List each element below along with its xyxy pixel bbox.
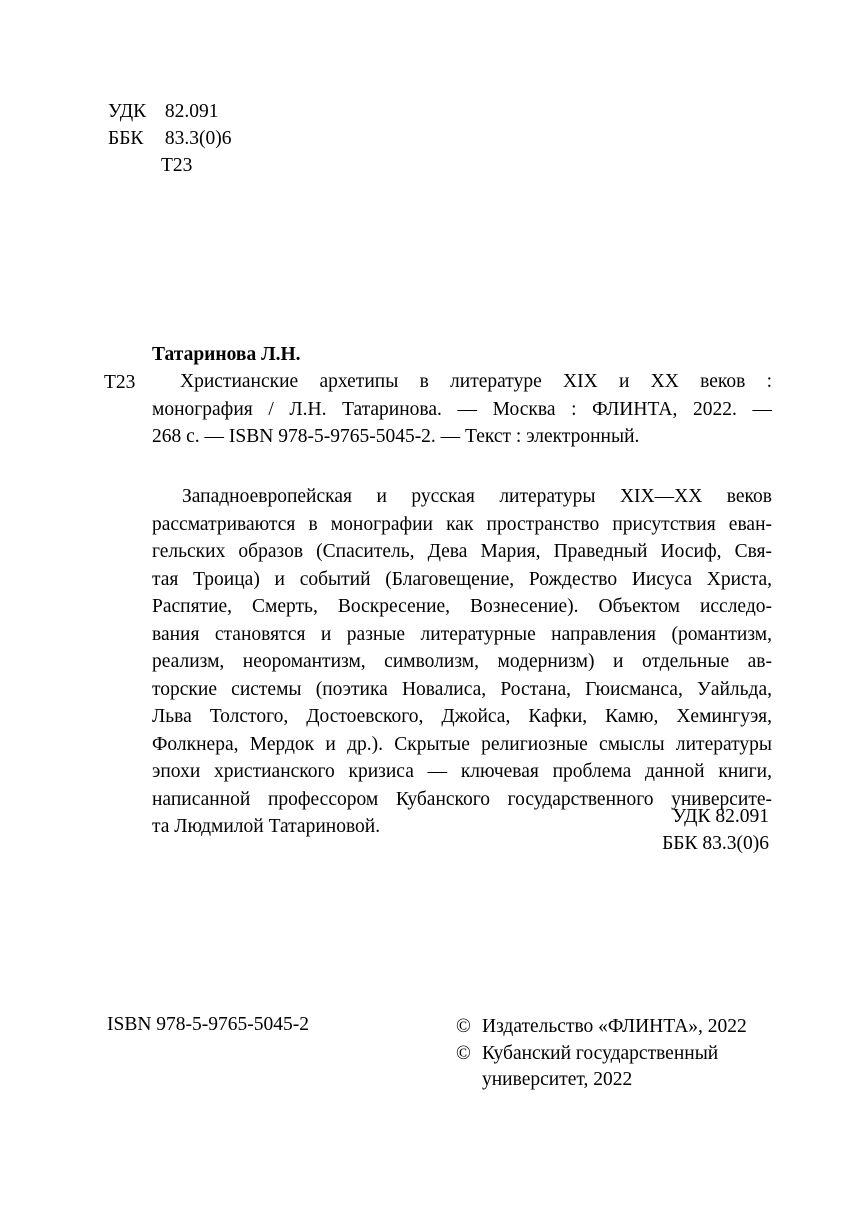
bbk-line xyxy=(108,125,232,152)
record-author-mark: Т23 xyxy=(104,372,136,393)
annotation-line: реализм, неоромантизм, символизм, модернизм) и отдельные ав- xyxy=(152,651,772,672)
bibliographic-description xyxy=(152,368,772,451)
biblio-line: монография / Л.Н. Татаринова. — Москва : ФЛИНТА, 2022. — xyxy=(152,398,772,420)
annotation-line: эпохи христианского кризиса — ключевая проблема данной книги, xyxy=(152,761,772,782)
annotation-line: Фолкнера, Мердок и др.). Скрытые религиозные смыслы литературы xyxy=(152,733,772,755)
copyright-line xyxy=(456,1041,747,1068)
annotation-line: гельских образов (Спаситель, Дева Мария, Праведный Иосиф, Свя- xyxy=(152,541,772,562)
annotation-line: вания становятся и разные литературные направления (романтизм, xyxy=(152,623,772,645)
bbk-label: ББК xyxy=(108,128,144,149)
copyright-icon: © xyxy=(456,1042,471,1064)
udk-label: УДК xyxy=(108,101,147,122)
isbn: ISBN 978-5-9765-5045-2 xyxy=(107,1014,310,1035)
annotation-line: та Людмилой Татариновой. xyxy=(152,816,381,837)
annotation-line: тая Троица) и событий (Благовещение, Рождество Иисуса Христа, xyxy=(152,568,772,590)
bbk-bottom: ББК 83.3(0)6 xyxy=(662,833,769,854)
annotation-line: Льва Толстого, Достоевского, Джойса, Кафки, Камю, Хемингуэя, xyxy=(152,706,772,727)
udk-bottom: УДК 82.091 xyxy=(672,806,769,827)
annotation-line: торские системы (поэтика Новалиса, Ростана, Гюисманса, Уайльда, xyxy=(152,678,772,700)
author-mark-top: Т23 xyxy=(161,155,193,176)
copyright-university: Кубанский государственный xyxy=(482,1042,719,1064)
annotation-line: Западноевропейская и русская литературы XIX—XX веков xyxy=(182,486,772,507)
annotation-line: написанной профессором Кубанского государственного университе- xyxy=(152,788,772,810)
biblio-line: Христианские архетипы в литературе XIX и XX веков : xyxy=(180,371,772,392)
copyright-line xyxy=(456,1067,747,1094)
copyright-icon: © xyxy=(456,1016,471,1037)
biblio-line: 268 с. — ISBN 978-5-9765-5045-2. — Текст : электронный. xyxy=(152,426,640,447)
copyright-publisher: Издательство «ФЛИНТА», 2022 xyxy=(482,1016,747,1037)
copyright-block xyxy=(456,1014,747,1094)
annotation-line: рассматриваются в монографии как пространство присутствия еван- xyxy=(152,513,772,535)
copyright-line xyxy=(456,1014,747,1041)
bbk-value: 83.3(0)6 xyxy=(164,128,232,149)
annotation-line: Распятие, Смерть, Воскресение, Вознесение). Объектом исследо- xyxy=(152,596,772,617)
copyright-university-cont: университет, 2022 xyxy=(482,1069,633,1090)
udk-line xyxy=(108,98,232,125)
udk-value: 82.091 xyxy=(164,101,219,122)
annotation xyxy=(152,483,772,841)
classification-block-bottom xyxy=(662,803,769,857)
classification-block-top xyxy=(108,98,232,179)
record-author: Татаринова Л.Н. xyxy=(152,344,301,365)
